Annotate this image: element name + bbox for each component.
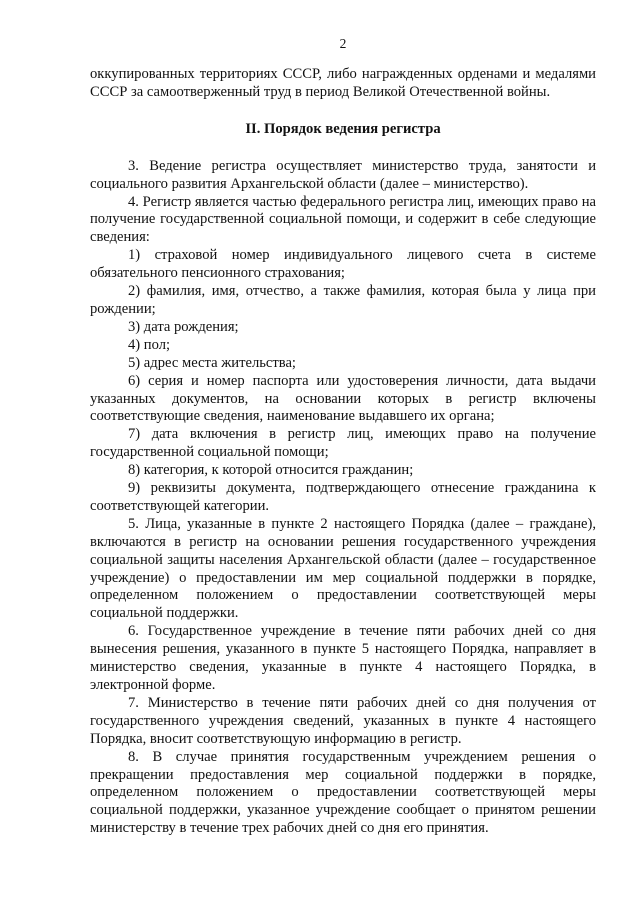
list-item-8: 8) категория, к которой относится гражданин;: [128, 462, 414, 479]
list-item-5: 5) адрес места жительства;: [128, 354, 296, 371]
list-item-6: 6) серия и номер паспорта или удостоверения личности, дата выдачи указанных документов, на основании которых в регистр включены соответствующие сведения, наименование выдавшего их органа;: [90, 372, 596, 425]
lead-paragraph: оккупированных территориях СССР, либо награжденных орденами и медалями СССР за самоотверженный труд в период Великой Отечественной войны.: [90, 66, 596, 100]
list-item-4: 4) пол;: [128, 336, 171, 353]
paragraph-8: 8. В случае принятия государственным учреждением решения о прекращении предоставления мер социальной поддержки в порядке, определенном положением о предоставлении соответствующей меры социальной поддержки, указанное учреждение сообщает о принятом решении министерству в течение трех рабочих дней со дня его принятия.: [90, 748, 596, 837]
section-heading: II. Порядок ведения регистра: [245, 120, 441, 137]
list-item-1: 1) страховой номер индивидуального лицевого счета в системе обязательного пенсионного страхования;: [90, 247, 596, 282]
paragraph-7: 7. Министерство в течение пяти рабочих дней со дня получения от государственного учреждения сведений, указанных в пункте 4 настоящего Порядка, вносит соответствующую информацию в регистр.: [90, 694, 596, 747]
paragraph-5: 5. Лица, указанные в пункте 2 настоящего Порядка (далее – граждане), включаются в регистр на основании решения государственного учреждения социальной защиты населения Архангельской области (далее – государственное учреждение) о предоставлении им мер социальной поддержки в порядке, определенном положением о предоставлении соответствующей меры социальной поддержки.: [90, 515, 596, 622]
list-item-2: 2) фамилия, имя, отчество, а также фамилия, которая была у лица при рождении;: [90, 283, 596, 317]
page-number: 2: [339, 36, 347, 51]
list-item-7: 7) дата включения в регистр лиц, имеющих право на получение государственной социальной помощи;: [90, 426, 596, 461]
document-body: [90, 66, 596, 838]
paragraph-6: 6. Государственное учреждение в течение пяти рабочих дней со дня вынесения решения, указанного в пункте 5 настоящего Порядка, направляет в министерство сведения, указанные в пункте 4 настоящего Порядка, в электронной форме.: [90, 623, 596, 693]
paragraph-3: 3. Ведение регистра осуществляет министерство труда, занятости и социального развития Архангельской области (далее – министерство).: [90, 157, 596, 192]
paragraph-4: 4. Регистр является частью федерального регистра лиц, имеющих право на получение государственной социальной помощи, и содержит в себе следующие сведения:: [90, 193, 596, 246]
list-item-9: 9) реквизиты документа, подтверждающего отнесение гражданина к соответствующей категории.: [90, 480, 596, 514]
list-item-3: 3) дата рождения;: [128, 318, 239, 335]
